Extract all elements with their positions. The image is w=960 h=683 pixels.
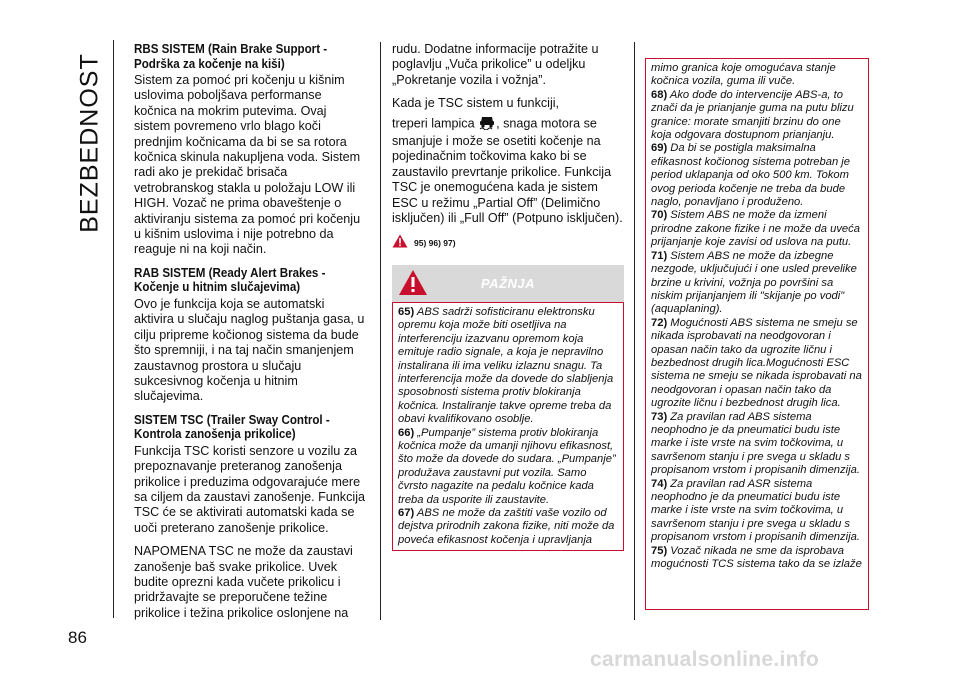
warning-reference-row <box>392 234 624 252</box>
tsc-active-paragraph: Kada je TSC sistem u funkciji, <box>392 96 560 111</box>
page-number: 86 <box>68 628 87 647</box>
esc-warning-lamp-icon <box>478 114 496 134</box>
tsc-paragraph: Funkcija TSC koristi senzore u vozilu za prepoznavanje preteranog zanošenja prikolice i preduzima odgovarajuće mere sa ciljem da zaustavi zanošenje. Funkcija TSC će se aktivirati automatski kada se uoči preterano zanošenje prikolice. <box>134 443 365 535</box>
rab-heading: RAB SISTEM (Ready Alert Brakes - Kočenje u hitnim slučajevima) <box>134 265 326 295</box>
warning-note: 70) Sistem ABS ne može da izmeni prirodne zakone fizike i ne može da uveća prijanjanje koje zavisi od uslova na putu. <box>651 209 860 249</box>
rbs-paragraph: Sistem za pomoć pri kočenju u kišnim uslovima poboljšava performanse kočnica na mokrim putevima. Ovaj sistem povremeno vrlo blago koči prednjim kočnicama da bi se sa rotora kočnica skinula nakupljena voda. Sistem radi ako je prekidač brisača vetrobranskog stakla u položaju LOW ili HIGH. Vozač ne prima obaveštenje o aktiviranju sistema za pomoć pri kočenju u kišnim uslovima i nije potrebno da reaguje ni na koji način. <box>134 73 361 257</box>
warning-notes-box <box>392 302 624 551</box>
warning-note: 75) Vozač nikada ne sme da isprobava mogućnosti TCS sistema tako da se izlaže <box>651 544 862 571</box>
warning-note: 71) Sistem ABS ne može da izbegne nezgode, uključujući i one usled prevelike brzine u krivini, vožnja po površini sa niskim prijanjanjem ili "skijanje po vodi" (aquaplaning). <box>651 249 857 316</box>
column-1 <box>134 42 366 629</box>
warning-note: 68) Ako dođe do intervencije ABS-a, to znači da je prianjanje guma na putu blizu granice: morate smanjiti brzinu do one koja odgovara dostupnom prianjanju. <box>651 88 854 142</box>
trailer-ref-paragraph: rudu. Dodatne informacije potražite u poglavlju „Vuča prikolice” u odeljku „Pokretanje vozila i vožnja”. <box>392 42 599 87</box>
warning-note: 65) ABS sadrži sofisticiranu elektronsku opremu koja može biti osetljiva na interferenciju izazvanu opremom koja emituje radio signale, a koja je nepravilno instalirana ili ima veliku izlaznu snagu. Ta interferencija može da dovede do slabljenja sposobnosti sistema protiv blokiranja kočnica. Instaliranje takve opreme treba da obavi kvalifikovano osoblje. <box>398 305 614 426</box>
warning-note: 66) „Pumpanje” sistema protiv blokiranja kočnica može da umanji njihovu efikasnost, što može da dovede do sudara. „Pumpanje” produžava zaustavni put vozila. Samo čvrsto nagazite na pedalu kočnice kada treba da usporite ili zaustavite. <box>398 426 616 506</box>
warning-title: PAŽNJA <box>480 275 536 291</box>
column-divider <box>380 42 381 620</box>
warning-note: 69) Da bi se postigla maksimalna efikasnost kočionog sistema potreban je period uklapanja od oko 500 km. Tokom ovog perioda kočenje ne treba da bude naglo, ponavljano i produženo. <box>651 142 851 209</box>
rbs-heading: RBS SISTEM (Rain Brake Support - Podrška za kočenje na kiši) <box>134 42 328 71</box>
warning-note-intro: mimo granica koje omogućava stanje kočnica vozila, guma ili vuče. <box>651 62 836 88</box>
chapter-title: BEZBEDNOST <box>75 53 104 233</box>
warning-note: 67) ABS ne može da zaštiti vaše vozilo od dejstva prirodnih zakona fizike, niti može da poveća efikasnost kočenja i upravljanja <box>398 506 615 546</box>
column-2 <box>392 42 624 551</box>
warning-references: 95) 96) 97) <box>414 237 456 248</box>
warning-banner <box>392 265 624 302</box>
warning-note: 73) Za pravilan rad ABS sistema neophodno je da pneumatici budu iste marke i iste vrste na svim točkovima, u savršenom stanju i pre svega u skladu s propisanom vrstom i propisanih dimenzija. <box>651 410 860 477</box>
tsc-lamp-paragraph: treperi lampica , snaga motora se smanjuje i može se osetiti kočenje na pojedinačnim točkovima kako bi se zaustavilo prevrtanje prikolice. Funkcija TSC je onemogućena kada je sistem ESC u režimu „Partial Off” (Delimično isključen) ili „Full Off” (Potpuno isključen). <box>392 114 624 227</box>
column-divider <box>634 42 635 620</box>
warning-triangle-icon <box>392 234 408 252</box>
note-paragraph: NAPOMENA TSC ne može da zaustavi zanošenje baš svake prikolice. Uvek budite oprezni kada vučete prikolicu i pridržavajte se preporučene težine prikolice i težina prikolice oslonjene na <box>134 544 353 620</box>
warning-note: 74) Za pravilan rad ASR sistema neophodno je da pneumatici budu iste marke i iste vrste na svim točkovima, u savršenom stanju i pre svega u skladu s propisanom vrstom i propisanih dimenzija. <box>651 477 860 544</box>
warning-note: 72) Mogućnosti ABS sistema ne smeju se nikada isprobavati na neodgovoran i opasan način tako da ugrozite ličnu i bezbednost drugih lica.Mogućnosti ESC sistema ne smeju se nikada isprobavati na neodgovoran i opasan način tako da ugrozite ličnu i bezbednost drugih lica. <box>651 316 862 410</box>
rab-paragraph: Ovo je funkcija koja se automatski aktivira u slučaju naglog puštanja gasa, u cilju pripreme kočionog sistema da bude što spremniji, i na taj način smanjenjem zaustavnog prostora u slučaju sukcesivnog kočenja u hitnim slučajevima. <box>134 296 365 404</box>
watermark: carmanualsonline.info <box>590 648 820 671</box>
chapter-divider <box>113 40 114 618</box>
tsc-heading: SISTEM TSC (Trailer Sway Control - Kontrola zanošenja prikolice) <box>134 412 330 442</box>
warning-notes-continued <box>645 58 869 610</box>
